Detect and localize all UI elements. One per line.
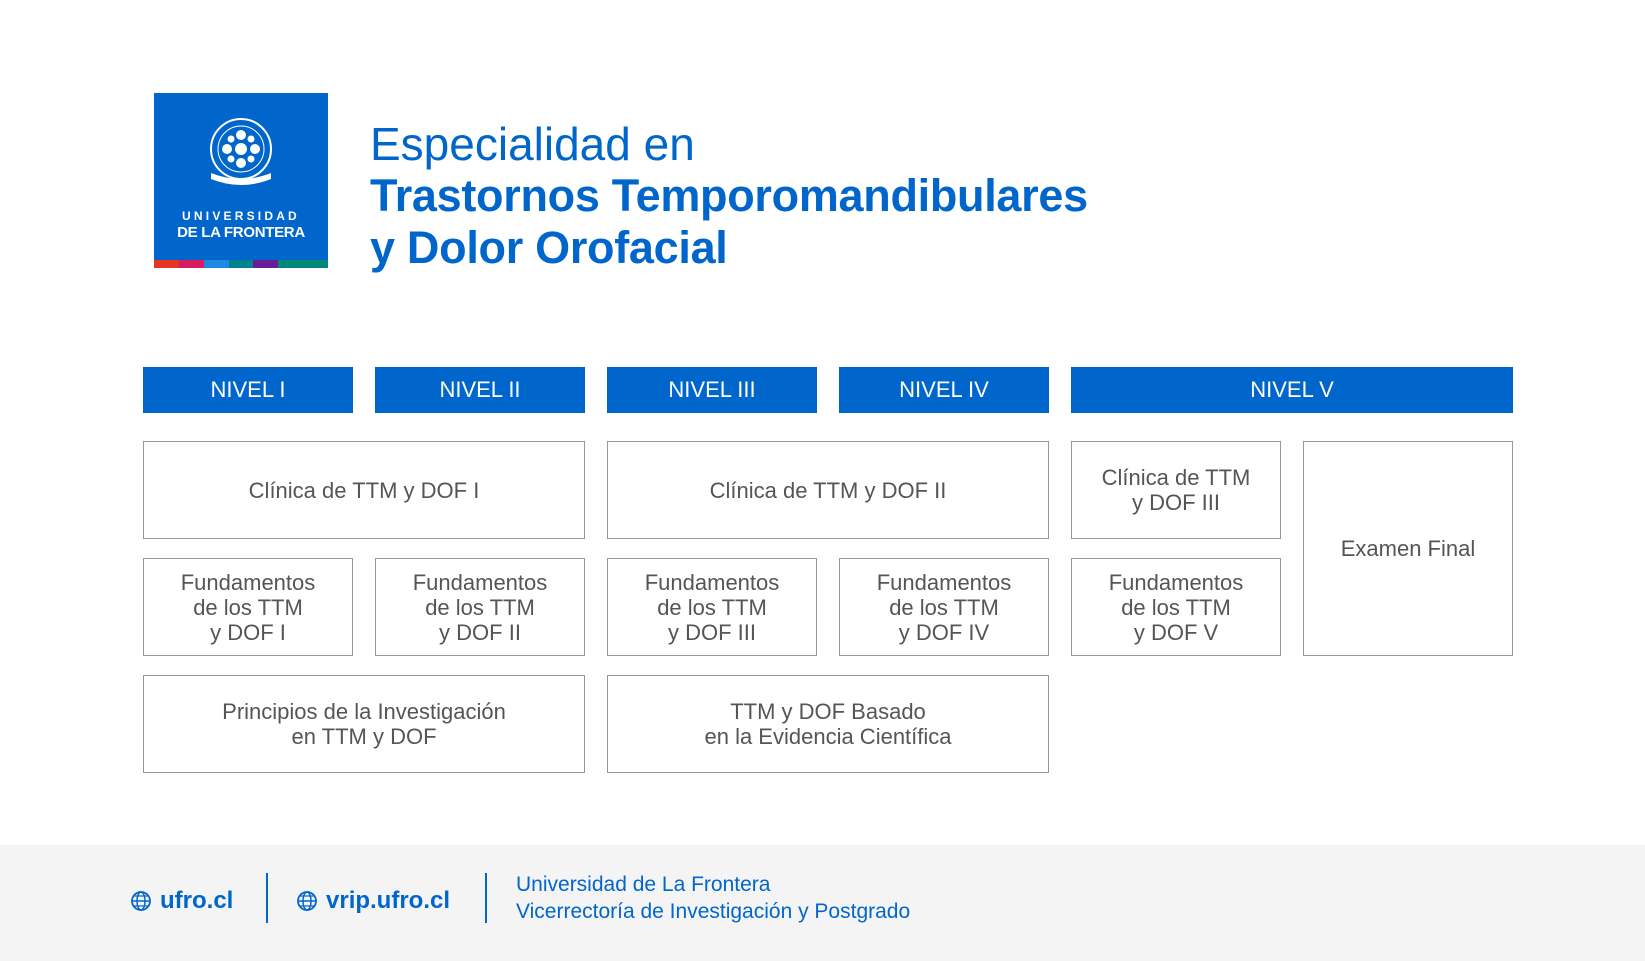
course-clinica-2: Clínica de TTM y DOF II xyxy=(607,441,1049,539)
logo-stripe xyxy=(253,260,278,268)
globe-icon xyxy=(296,890,318,912)
course-fundamentos-4: Fundamentos de los TTM y DOF IV xyxy=(839,558,1049,656)
course-evidencia-cientifica: TTM y DOF Basado en la Evidencia Científica xyxy=(607,675,1049,773)
logo-stripe xyxy=(303,260,328,268)
institution-name: Universidad de La Frontera xyxy=(516,873,771,896)
footer-divider xyxy=(266,873,268,923)
course-clinica-1: Clínica de TTM y DOF I xyxy=(143,441,585,539)
page-title xyxy=(370,118,1088,274)
logo-text-frontera: DE LA FRONTERA xyxy=(177,224,305,241)
link-vrip[interactable] xyxy=(296,887,450,915)
logo-stripe xyxy=(278,260,303,268)
course-fundamentos-5: Fundamentos de los TTM y DOF V xyxy=(1071,558,1281,656)
institution-department: Vicerrectoría de Investigación y Postgrado xyxy=(516,900,911,923)
course-fundamentos-3: Fundamentos de los TTM y DOF III xyxy=(607,558,817,656)
link-vrip-label: vrip.ufro.cl xyxy=(326,887,451,914)
logo-stripe xyxy=(179,260,204,268)
institution-info xyxy=(516,871,910,925)
level-header-1: NIVEL I xyxy=(143,367,353,413)
link-ufro[interactable] xyxy=(130,887,233,915)
level-header-5: NIVEL V xyxy=(1071,367,1513,413)
course-fundamentos-2: Fundamentos de los TTM y DOF II xyxy=(375,558,585,656)
university-seal-icon xyxy=(205,115,277,193)
logo-stripe xyxy=(154,260,179,268)
title-line-3: y Dolor Orofacial xyxy=(370,222,728,273)
level-header-2: NIVEL II xyxy=(375,367,585,413)
logo-text-universidad: UNIVERSIDAD xyxy=(182,209,300,223)
logo-color-stripes xyxy=(154,260,328,268)
course-principios-investigacion: Principios de la Investigación en TTM y DOF xyxy=(143,675,585,773)
course-examen-final: Examen Final xyxy=(1303,441,1513,656)
link-ufro-label: ufro.cl xyxy=(160,887,234,914)
university-logo xyxy=(154,93,328,268)
footer xyxy=(0,845,1645,961)
course-fundamentos-1: Fundamentos de los TTM y DOF I xyxy=(143,558,353,656)
title-line-2: Trastornos Temporomandibulares xyxy=(370,170,1088,221)
title-line-1: Especialidad en xyxy=(370,118,695,170)
globe-icon xyxy=(130,890,152,912)
logo-stripe xyxy=(229,260,254,268)
footer-divider xyxy=(485,873,487,923)
course-clinica-3: Clínica de TTM y DOF III xyxy=(1071,441,1281,539)
level-header-3: NIVEL III xyxy=(607,367,817,413)
level-header-4: NIVEL IV xyxy=(839,367,1049,413)
logo-stripe xyxy=(204,260,229,268)
